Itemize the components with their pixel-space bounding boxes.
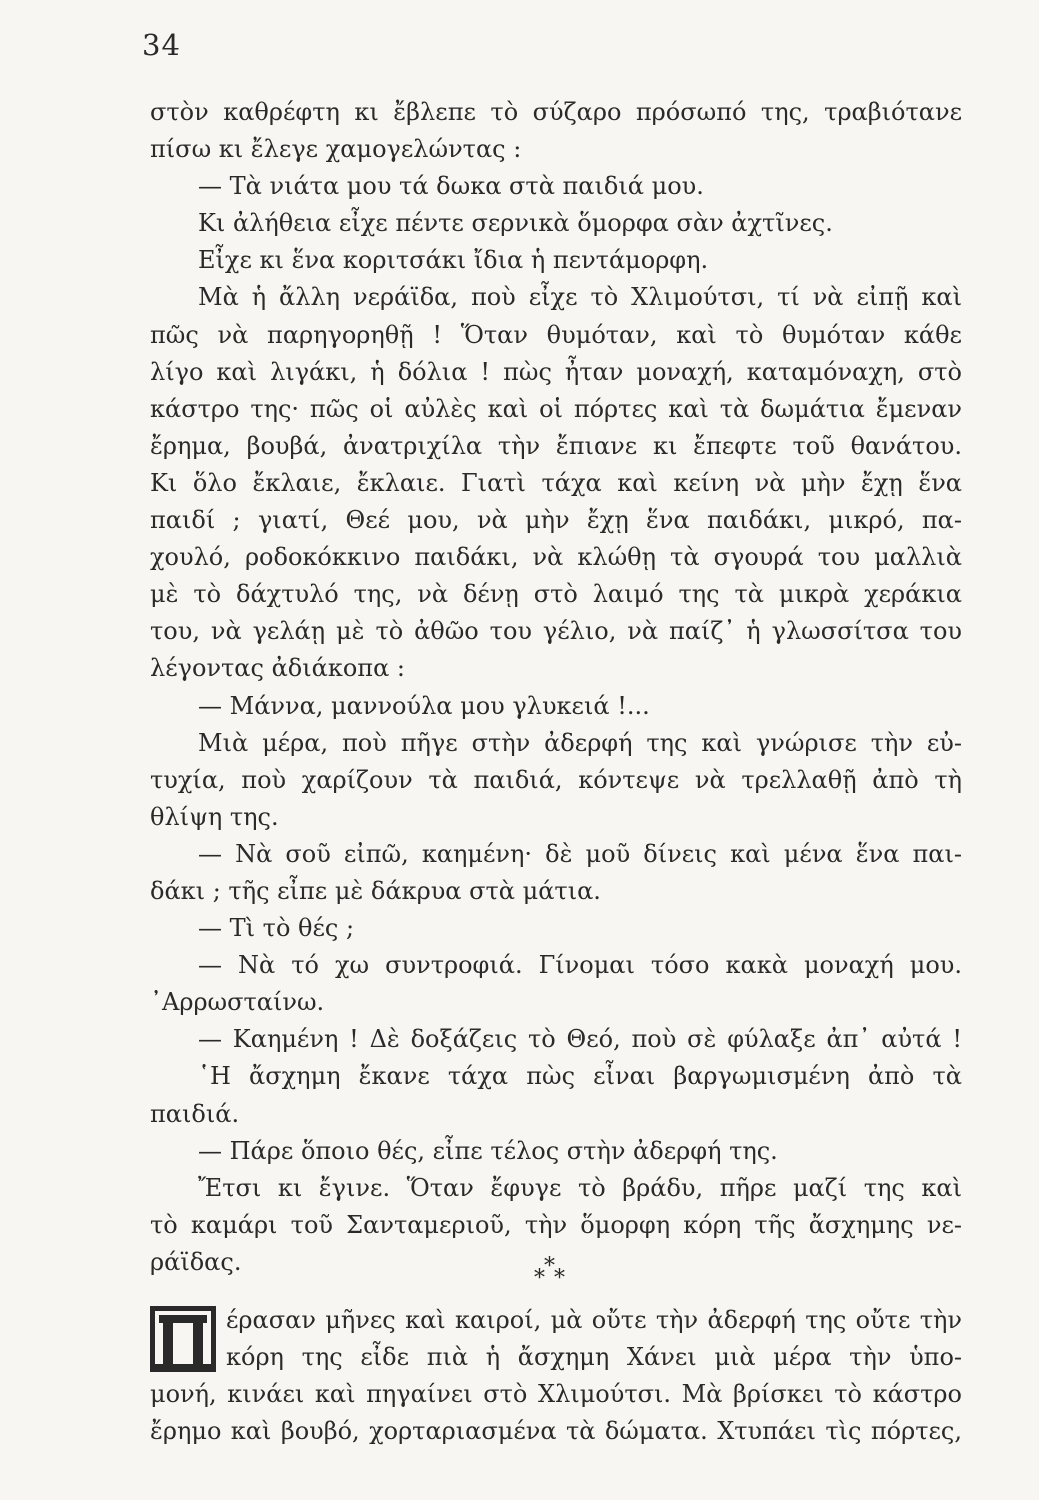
text-line: Μὰ ἡ ἄλλη νεράϊδα, ποὺ εἶχε τὸ Χλιμούτσι, τί νὰ εἰπῇ καὶ xyxy=(198,283,962,312)
text-line: δάκι ; τῆς εἶπε μὲ δάκρυα στὰ μάτια. xyxy=(150,876,601,905)
text-line: στὸν καθρέφτη κι ἔβλεπε τὸ σύζαρο πρόσωπό της, τραβιότανε xyxy=(150,98,962,126)
text-line: τυχία, ποὺ χαρίζουν τὰ παιδιά, κόντεψε νὰ τρελλαθῇ ἀπὸ τὴ xyxy=(150,765,962,794)
text-line: Κι ἀλήθεια εἶχε πέντε σερνικὰ ὅμορφα σὰν ἀχτῖνες. xyxy=(198,209,833,238)
text-line: — Νὰ τό χω συντροφιά. Γίνομαι τόσο κακὰ μοναχή μου. xyxy=(198,951,962,980)
text-line: κάστρο της· πῶς οἱ αὐλὲς καὶ οἱ πόρτες καὶ τὰ δωμάτια ἔμεναν xyxy=(150,394,962,423)
separator-star-right: * xyxy=(554,1266,565,1291)
text-line: — Καημένη ! Δὲ δοξάζεις τὸ Θεό, ποὺ σὲ φύλαξε ἀπ᾽ αὐτά ! xyxy=(198,1025,962,1054)
text-line: μὲ τὸ δάχτυλό της, νὰ δένῃ στὸ λαιμό της τὰ μικρὰ χεράκια xyxy=(150,580,962,609)
text-line: πῶς νὰ παρηγορηθῇ ! Ὅταν θυμόταν, καὶ τὸ θυμόταν κάθε xyxy=(150,320,962,349)
text-line: του, νὰ γελάῃ μὲ τὸ ἀθῶο του γέλιο, νὰ παίζ᾽ ἡ γλωσσίτσα του xyxy=(150,617,962,646)
text-line: πίσω κι ἔλεγε χαμογελώντας : xyxy=(150,135,522,164)
section-text-line: κόρη της εἶδε πιὰ ἡ ἄσχημη Χάνει μιὰ μέρα τὴν ὑπο- xyxy=(226,1343,962,1372)
text-line: — Νὰ σοῦ εἰπῶ, καημένη· δὲ μοῦ δίνεις καὶ μένα ἕνα παι- xyxy=(198,839,962,868)
text-line: ᾽Αρρωσταίνω. xyxy=(150,988,325,1017)
text-line: παιδί ; γιατί, Θεέ μου, νὰ μὴν ἔχῃ ἕνα παιδάκι, μικρό, πα- xyxy=(150,506,962,535)
page-number: 34 xyxy=(142,28,181,62)
text-line: — Μάννα, μαννούλα μου γλυκειά !... xyxy=(198,691,650,720)
text-line: ράϊδας. xyxy=(150,1247,242,1276)
text-line: — Τὰ νιάτα μου τά δωκα στὰ παιδιά μου. xyxy=(198,172,704,201)
text-line: ἔρημα, βουβά, ἀνατριχίλα τὴν ἔπιανε κι ἔπεφτε τοῦ θανάτου. xyxy=(150,431,962,460)
text-line: Κι ὅλο ἔκλαιε, ἔκλαιε. Γιατὶ τάχα καὶ κείνη νὰ μὴν ἔχῃ ἕνα xyxy=(150,468,962,497)
section-lines xyxy=(150,1302,962,1450)
text-line: χουλό, ροδοκόκκινο παιδάκι, νὰ κλώθῃ τὰ σγουρά του μαλλιὰ xyxy=(150,543,962,572)
text-line: θλίψη της. xyxy=(150,802,279,831)
separator-star-left: * xyxy=(534,1266,545,1291)
separator-star-top: * xyxy=(544,1254,555,1279)
text-line: — Τὶ τὸ θές ; xyxy=(198,914,355,943)
dropcap-pi xyxy=(150,1306,216,1372)
new-section xyxy=(150,1302,962,1450)
section-separator xyxy=(530,1256,570,1296)
text-line: — Πάρε ὅποιο θές, εἶπε τέλος στὴν ἀδερφή της. xyxy=(198,1136,778,1165)
section-text-line: μονή, κινάει καὶ πηγαίνει στὸ Χλιμούτσι. Μὰ βρίσκει τὸ κάστρο xyxy=(150,1380,962,1409)
text-line: Εἶχε κι ἕνα κοριτσάκι ἴδια ἡ πεντάμορφη. xyxy=(198,246,709,275)
text-line: λίγο καὶ λιγάκι, ἡ δόλια ! πὼς ἦταν μοναχή, καταμόναχη, στὸ xyxy=(150,357,962,386)
text-line: ῾Η ἄσχημη ἔκανε τάχα πὼς εἶναι βαργωμισμένη ἀπὸ τὰ xyxy=(198,1062,962,1091)
text-line: τὸ καμάρι τοῦ Σανταμεριοῦ, τὴν ὅμορφη κόρη τῆς ἄσχημης νε- xyxy=(150,1210,962,1239)
section-text-line: έρασαν μῆνες καὶ καιροί, μὰ οὔτε τὴν ἀδερφή της οὔτε τὴν xyxy=(226,1306,962,1334)
text-line: παιδιά. xyxy=(150,1099,240,1128)
text-line: Ἔτσι κι ἔγινε. Ὅταν ἔφυγε τὸ βράδυ, πῆρε μαζί της καὶ xyxy=(198,1173,962,1202)
text-line: λέγοντας ἀδιάκοπα : xyxy=(150,654,405,683)
section-text-line: ἔρημο καὶ βουβό, χορταριασμένα τὰ δώματα. Χτυπάει τὶς πόρτες, xyxy=(150,1417,962,1446)
text-line: Μιὰ μέρα, ποὺ πῆγε στὴν ἀδερφή της καὶ γνώρισε τὴν εὐ- xyxy=(198,728,962,757)
body-text xyxy=(150,94,962,1281)
